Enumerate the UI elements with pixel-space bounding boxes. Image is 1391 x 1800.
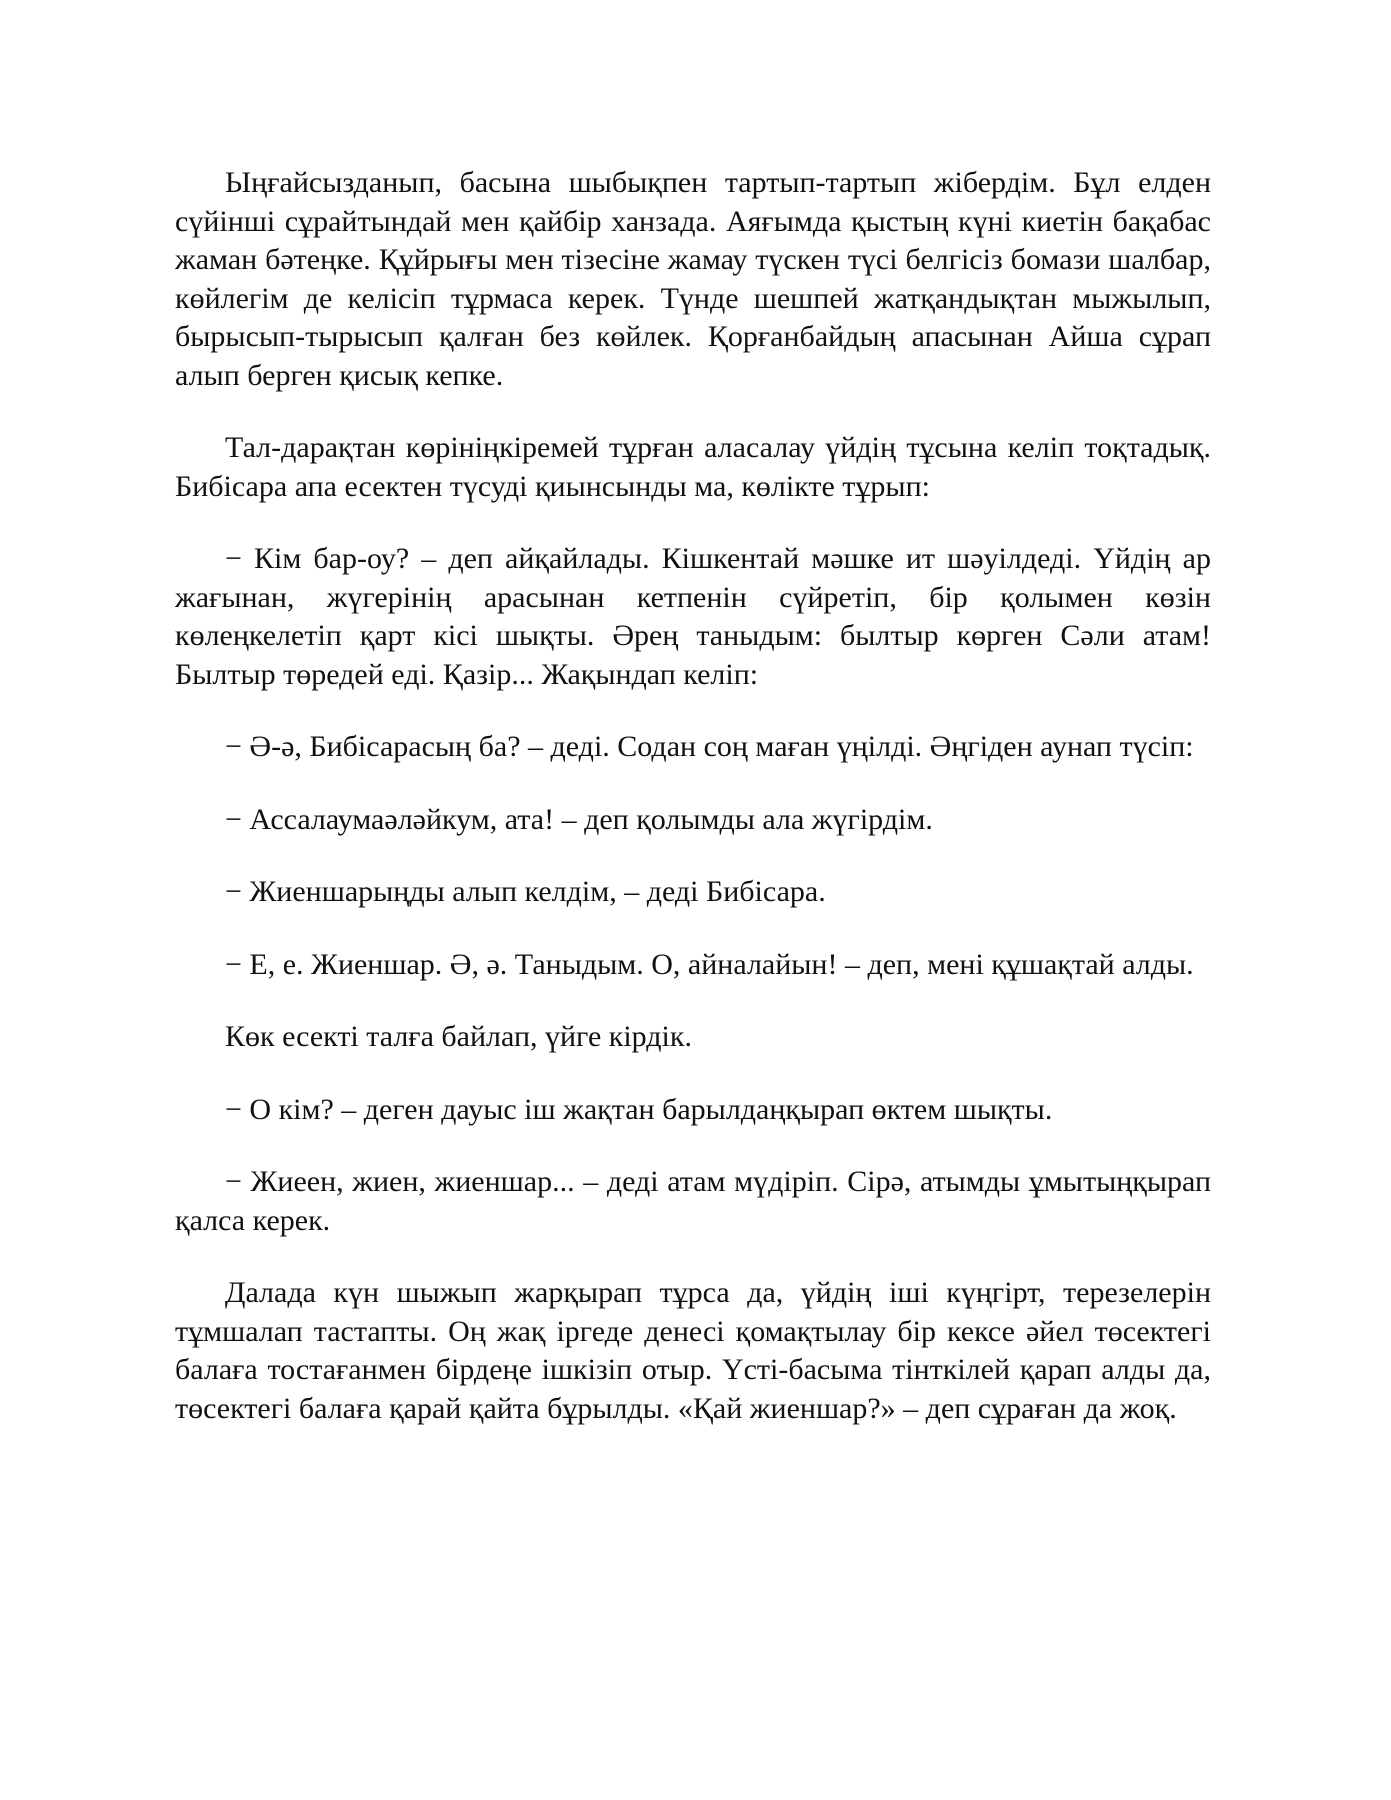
paragraph-9: − О кiм? – деген дауыс iш жақтан барылдаңқырап өктем шықты. xyxy=(225,1092,1053,1126)
paragraph-7: − Е, е. Жиеншар. Ә, ә. Таныдым. О, айналайын! – деп, менi құшақтай алды. xyxy=(225,947,1194,981)
paragraph-6: − Жиеншарыңды алып келдiм, – дедi Бибiсара. xyxy=(225,875,826,908)
paragraph-8: Көк есектi талға байлап, үйге кiрдiк. xyxy=(225,1020,692,1053)
paragraph-3: − Кiм бар-оу? – деп айқайлады. Кiшкентай мәшке ит шәуiлдедi. Үйдiң ар жағынан, жүгерiнiң арасынан кетпенiн сүйретiп, бiр қолымен көзiн көлеңкелетiп қарт кiсi шықты. Әрең таныдым: былтыр көрген Сәли атам! Былтыр төредей едi. Қазiр... Жақындап келiп: xyxy=(175,542,1211,691)
paragraph-1: Ыңғайсызданып, басына шыбықпен тартып-тартып жібердім. Бұл елден сүйінші сұрайтындай мен қайбір ханзада. Аяғымда қыстың күні киетін бақабас жаман бәтеңке. Құйрығы мен тізесіне жамау түскен түсі белгісіз бомази шалбар, көйлегім де келісіп тұрмаса керек. Түнде шешпей жатқандықтан мыжылып, бырысып-тырысып қалған без көйлек. Қорғанбайдың апасынан Айша сұрап алып берген қисық кепке. xyxy=(175,166,1211,392)
paragraph-10: − Жиеен, жиен, жиеншар... – дедi атам мүдiрiп. Сiрә, атымды ұмытыңқырап қалса керек. xyxy=(175,1165,1211,1237)
paragraph-11: Далада күн шыжып жарқырап тұрса да, үйдiң iшi күңгiрт, терезелерiн тұмшалап тастапты. Оң жақ iргеде денесi қомақтылау бiр кексе әйел төсектегi балаға тостағанмен бiрдеңе iшкiзiп отыр. Үстi-басыма тiнткiлей қарап алды да, төсектегi балаға қарай қайта бұрылды. «Қай жиеншар?» – деп сұраған да жоқ. xyxy=(175,1276,1211,1425)
paragraph-4: − Ә-ә, Бибiсарасың ба? – дедi. Содан соң маған үңiлдi. Әңгiден аунап түсiп: xyxy=(225,730,1194,763)
paragraph-5: − Ассалаумаәләйкум, ата! – деп қолымды ала жүгiрдiм. xyxy=(225,802,933,836)
paragraph-2: Тал-дарақтан көрінiңкiремей тұрған аласалау үйдiң тұсына келiп тоқтадық. Бибiсара апа есектен түсудi қиынсынды ма, көлiкте тұрып: xyxy=(175,431,1211,503)
